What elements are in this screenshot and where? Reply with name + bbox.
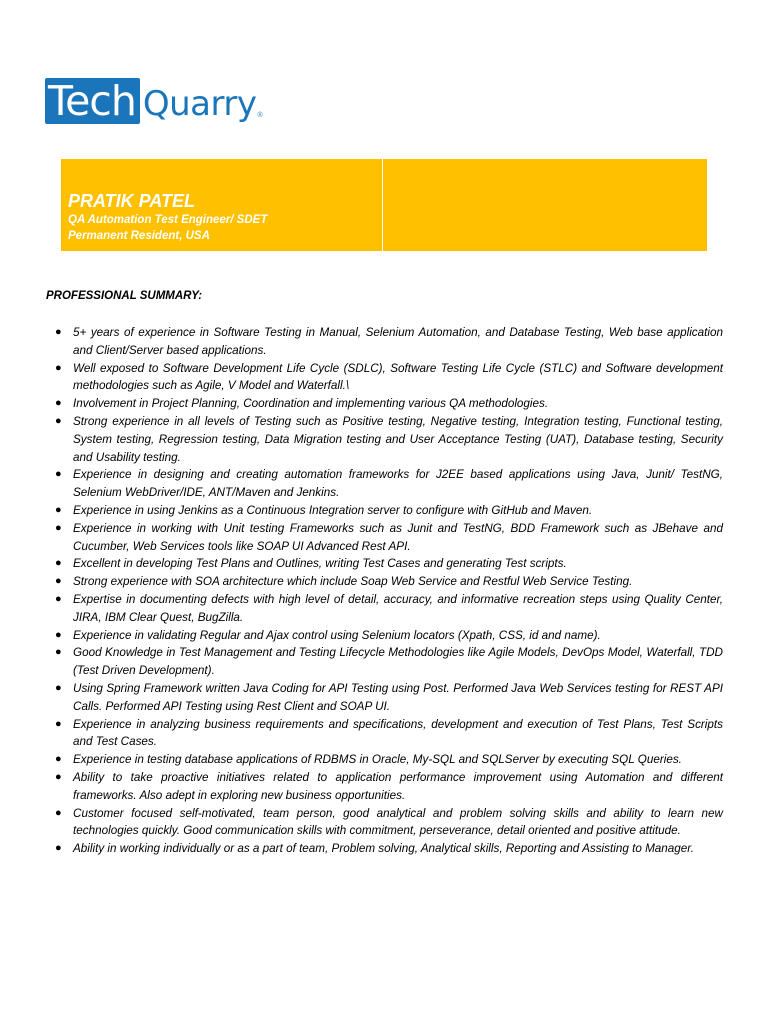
list-item-text: Excellent in developing Test Plans and Outlines, writing Test Cases and generating Test scripts. [73,557,567,571]
header-banner [61,159,707,251]
bullet-icon: ● [55,361,62,374]
list-item-text: Experience in testing database applications of RDBMS in Oracle, My-SQL and SQLServer by executing SQL Queries. [73,753,682,767]
list-item-text: Involvement in Project Planning, Coordination and implementing various QA methodologies. [73,397,549,411]
list-item [55,360,723,396]
list-item-text: Using Spring Framework written Java Coding for API Testing using Post. Performed Java Web Services testing for REST API Calls. Performed API Testing using Rest Client and SOAP UI. [73,681,723,713]
list-item-text: Strong experience with SOA architecture which include Soap Web Service and Restful Web Service Testing. [73,575,633,589]
summary-list [55,324,723,858]
candidate-name: PRATIK PATEL [68,191,195,211]
list-item-text: Expertise in documenting defects with high level of detail, accuracy, and informative recreation steps using Quality Center, JIRA, IBM Clear Quest, BugZilla. [73,592,723,624]
list-item [55,555,723,573]
bullet-icon: ● [55,753,62,766]
list-item [55,502,723,520]
list-item [55,324,723,360]
list-item [55,840,723,858]
list-item-text: Well exposed to Software Development Life Cycle (SDLC), Software Testing Life Cycle (STLC) and Software development methodologies such as Agile, V Model and Waterfall.\ [73,361,723,393]
candidate-residency: Permanent Resident, USA [68,230,210,242]
list-item-text: Ability in working individually or as a part of team, Problem solving, Analytical skills, Reporting and Assisting to Manager. [73,842,695,856]
banner-name-cell [61,159,383,251]
candidate-title: QA Automation Test Engineer/ SDET [68,214,268,226]
list-item-text: Good Knowledge in Test Management and Testing Lifecycle Methodologies like Agile Models, DevOps Model, Waterfall, TDD (Test Driven Development). [73,646,723,678]
list-item-text: Experience in designing and creating automation frameworks for J2EE based applications using Java, Junit/ TestNG, Selenium WebDriver/IDE, ANT/Maven and Jenkins. [73,468,723,500]
bullet-icon: ● [55,717,62,730]
list-item-text: Ability to take proactive initiatives related to application performance improvement using Automation and different frameworks. Also adept in exploring new business opportunities. [73,770,723,802]
bullet-icon: ● [55,414,62,427]
section-heading-summary: PROFESSIONAL SUMMARY: [46,290,203,302]
bullet-icon: ● [55,397,62,410]
bullet-icon: ● [55,503,62,516]
list-item [55,395,723,413]
bullet-icon: ● [55,628,62,641]
list-item-text: Experience in working with Unit testing Frameworks such as Junit and TestNG, BDD Framework such as JBehave and Cucumber, Web Services tools like SOAP UI Advanced Rest API. [73,521,723,553]
list-item [55,769,723,805]
list-item-text: Experience in analyzing business requirements and specifications, development and execution of Test Plans, Test Scripts and Test Cases. [73,717,723,749]
list-item [55,680,723,716]
logo-quarry-text: Quarry [142,84,257,124]
list-item [55,573,723,591]
list-item-text: Customer focused self-motivated, team person, good analytical and problem solving skills and ability to learn new technologies quickly. Good communication skills with commitment, perseverance, detail oriented and positive attitude. [73,806,723,838]
logo-registered-mark: ® [257,112,263,119]
bullet-icon: ● [55,592,62,605]
list-item-text: Experience in using Jenkins as a Continuous Integration server to configure with GitHub and Maven. [73,503,593,517]
list-item [55,591,723,627]
list-item [55,805,723,841]
bullet-icon: ● [55,681,62,694]
list-item [55,413,723,466]
bullet-icon: ● [55,557,62,570]
list-item-text: 5+ years of experience in Software Testing in Manual, Selenium Automation, and Database Testing, Web base application and Client/Server based applications. [73,326,723,357]
bullet-icon: ● [55,326,62,338]
bullet-icon: ● [55,842,62,855]
techquarry-logo [45,78,263,124]
bullet-icon: ● [55,770,62,783]
bullet-icon: ● [55,806,62,819]
list-item-text: Strong experience in all levels of Testing such as Positive testing, Negative testing, Integration testing, Functional testing, System testing, Regression testing, Data Migration testing and User Acceptance Testing (UAT), Database testing, Security and Usability testing. [73,414,723,464]
banner-empty-cell [383,159,707,251]
list-item [55,520,723,556]
bullet-icon: ● [55,575,62,588]
list-item [55,751,723,769]
bullet-icon: ● [55,646,62,659]
list-item [55,644,723,680]
bullet-icon: ● [55,521,62,534]
list-item [55,716,723,752]
bullet-icon: ● [55,468,62,481]
list-item-text: Experience in validating Regular and Ajax control using Selenium locators (Xpath, CSS, id and name). [73,628,601,642]
logo-tech-text: Tech [45,78,140,124]
list-item [55,466,723,502]
list-item [55,627,723,645]
